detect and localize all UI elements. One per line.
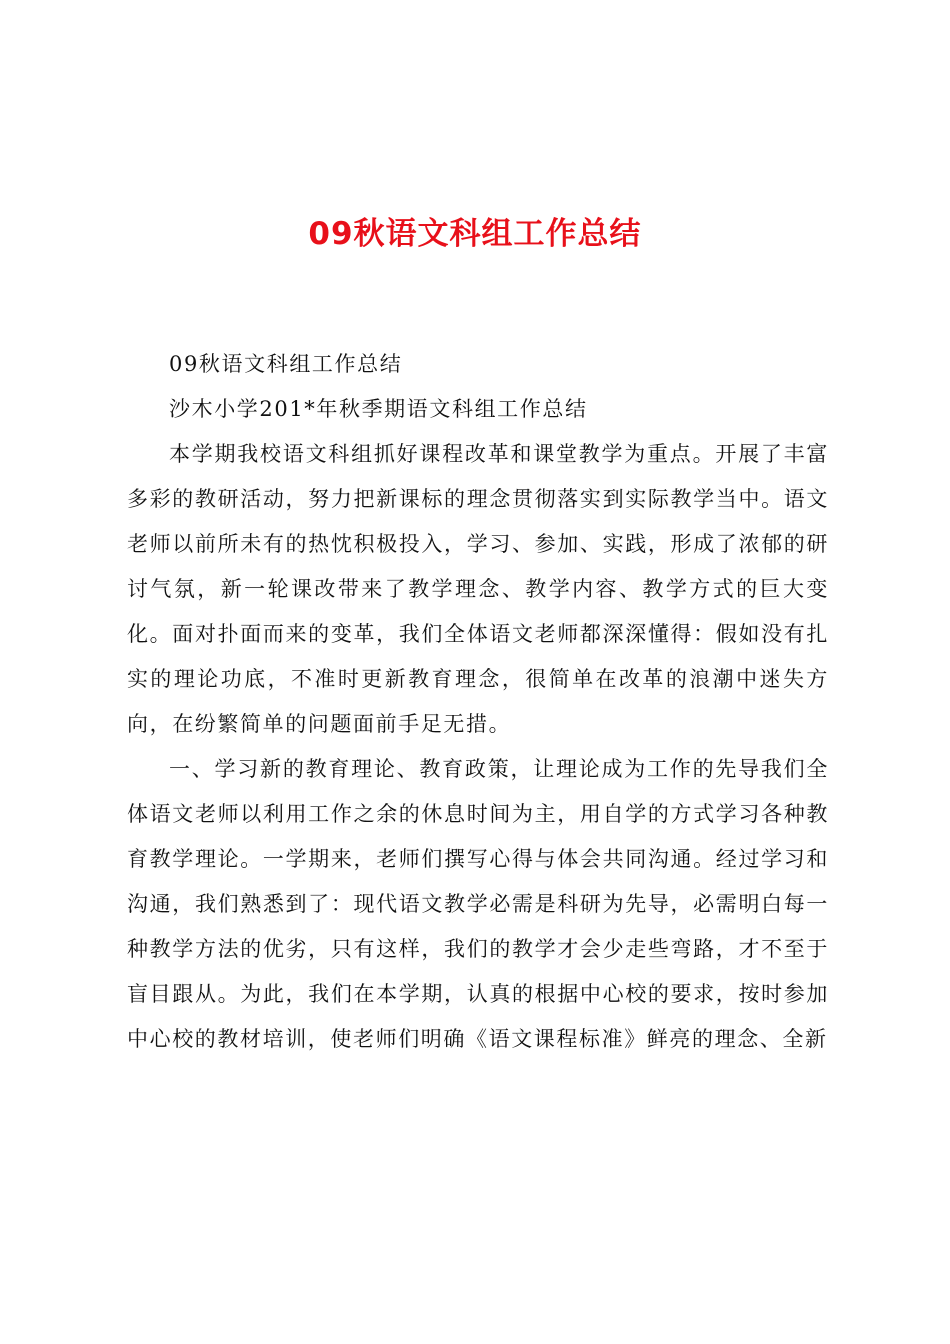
body-paragraph-section-one: 一、学习新的教育理论、教育政策，让理论成为工作的先导我们全体语文老师以利用工作之余的休息时间为主，用自学的方式学习各种教育教学理论。一学期来，老师们撰写心得与体会共同沟通。经过学习和沟通，我们熟悉到了：现代语文教学必需是科研为先导，必需明白每一种教学方法的优劣，只有这样，我们的教学才会少走些弯路，才不至于盲目跟从。为此，我们在本学期，认真的根据中心校的要求，按时参加中心校的教材培训，使老师们明确《语文课程标准》鲜亮的理念、全新 [127, 757, 829, 1051]
document-body [127, 342, 829, 1062]
document-title: 09秋语文科组工作总结 [308, 216, 642, 252]
body-paragraph-subtitle: 沙木小学201*年秋季期语文科组工作总结 [169, 397, 588, 421]
body-paragraph-heading: 09秋语文科组工作总结 [169, 352, 403, 376]
body-paragraph-intro: 本学期我校语文科组抓好课程改革和课堂教学为重点。开展了丰富多彩的教研活动，努力把新课标的理念贯彻落实到实际教学当中。语文老师以前所未有的热忱积极投入，学习、参加、实践，形成了浓郁的研讨气氛，新一轮课改带来了教学理念、教学内容、教学方式的巨大变化。面对扑面而来的变革，我们全体语文老师都深深懂得：假如没有扎实的理论功底，不准时更新教育理念，很简单在改革的浪潮中迷失方向，在纷繁简单的问题面前手足无措。 [127, 442, 829, 736]
